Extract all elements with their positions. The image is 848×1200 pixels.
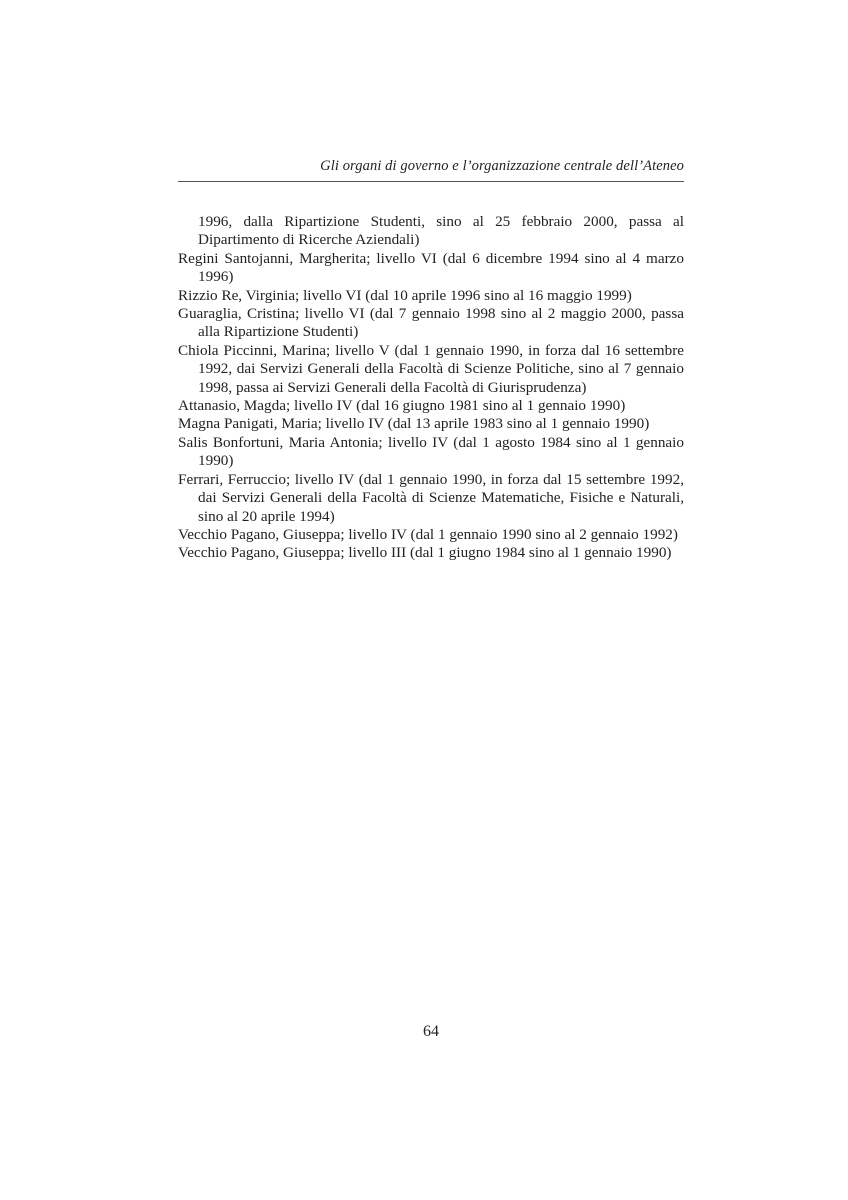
list-item: Chiola Piccinni, Marina; livello V (dal 1 gennaio 1990, in forza dal 16 settembre 1992, dai Servizi Generali della Facoltà di Scienze Politiche, sino al 7 gennaio 1998, passa ai Servizi Generali della Facoltà di Giurisprudenza) [178,341,684,396]
list-item: Vecchio Pagano, Giuseppa; livello IV (dal 1 gennaio 1990 sino al 2 gennaio 1992) [178,525,678,543]
list-item: Salis Bonfortuni, Maria Antonia; livello IV (dal 1 agosto 1984 sino al 1 gennaio 1990) [178,433,684,470]
list-item: Guaraglia, Cristina; livello VI (dal 7 gennaio 1998 sino al 2 maggio 2000, passa alla Ripartizione Studenti) [178,305,684,341]
list-item: Magna Panigati, Maria; livello IV (dal 13 aprile 1983 sino al 1 gennaio 1990) [178,415,650,433]
staff-list [178,213,684,563]
running-head-title: Gli organi di governo e l’organizzazione centrale dell’Ateneo [320,158,684,174]
page-number: 64 [423,1023,439,1040]
list-item: Attanasio, Magda; livello IV (dal 16 giugno 1981 sino al 1 gennaio 1990) [178,397,626,415]
list-item: Regini Santojanni, Margherita; livello VI (dal 6 dicembre 1994 sino al 4 marzo 1996) [178,249,684,286]
list-item: Vecchio Pagano, Giuseppa; livello III (dal 1 giugno 1984 sino al 1 gennaio 1990) [178,544,672,562]
list-item: 1996, dalla Ripartizione Studenti, sino al 25 febbraio 2000, passa al Dipartimento di Ricerche Aziendali) [198,213,684,249]
list-item: Rizzio Re, Virginia; livello VI (dal 10 aprile 1996 sino al 16 maggio 1999) [178,286,632,304]
header-rule [178,181,684,182]
list-item: Ferrari, Ferruccio; livello IV (dal 1 gennaio 1990, in forza dal 15 settembre 1992, dai Servizi Generali della Facoltà di Scienze Matematiche, Fisiche e Naturali, sino al 20 aprile 1994) [178,470,684,525]
